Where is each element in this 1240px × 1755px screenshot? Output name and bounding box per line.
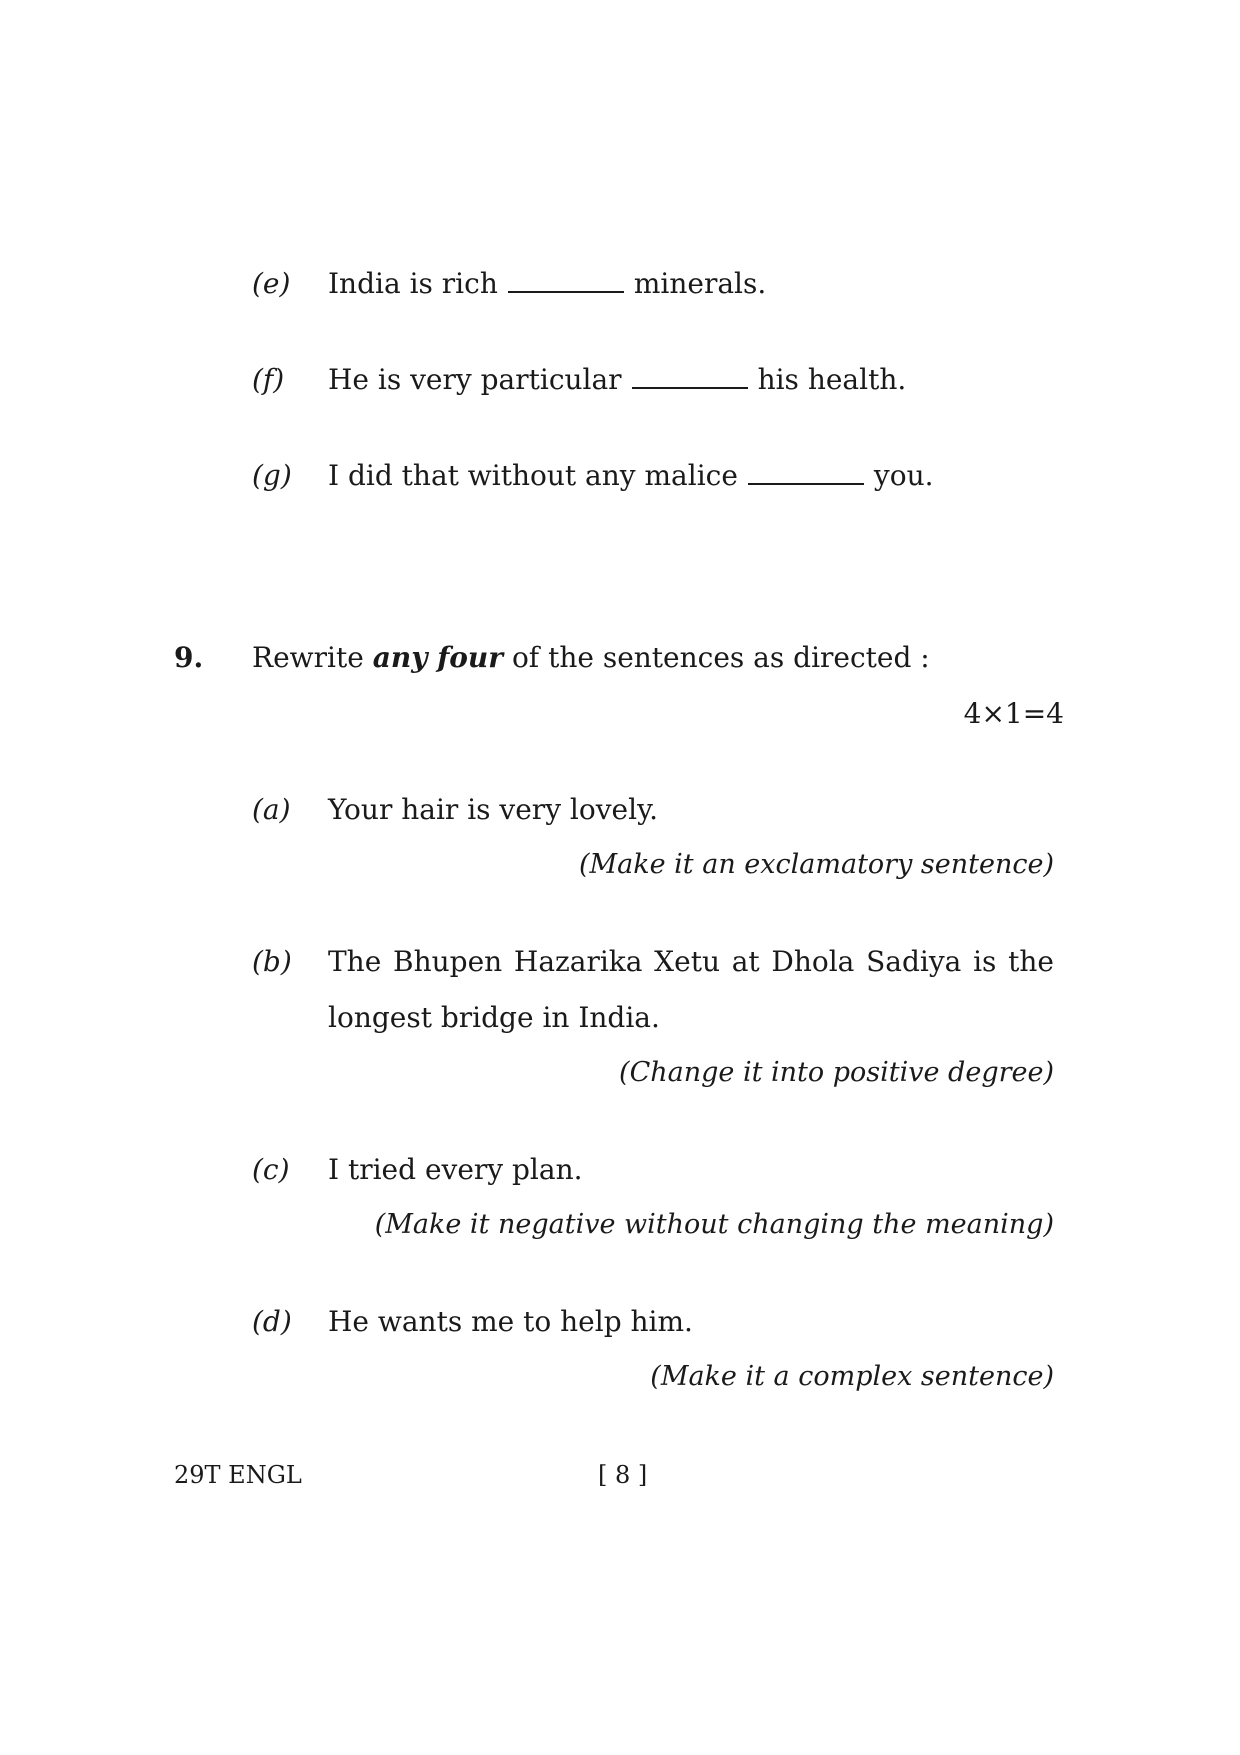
item-instruction-b: (Change it into positive degree) [619, 1057, 1054, 1088]
blank-item-e [252, 266, 290, 302]
blank-item-f [252, 362, 284, 398]
item-label: (e) [252, 267, 291, 300]
question-prompt [252, 640, 930, 676]
answer-blank [748, 465, 864, 485]
prompt-emphasis: any four [372, 641, 504, 674]
prompt-suffix: of the sentences as directed : [511, 641, 930, 674]
item-instruction-a: (Make it an exclamatory sentence) [578, 849, 1054, 880]
item-instruction-c: (Make it negative without changing the meaning) [374, 1209, 1054, 1240]
page-number: [ 8 ] [598, 1461, 648, 1489]
item-text-a: Your hair is very lovely. [328, 793, 659, 826]
answer-blank [508, 273, 624, 293]
answer-blank [632, 369, 748, 389]
sentence-before: I did that without any malice [328, 459, 738, 492]
item-label-c: (c) [252, 1153, 290, 1186]
paper-code: 29T ENGL [174, 1461, 302, 1489]
blank-item-f-text [328, 362, 906, 398]
sentence-after: minerals. [633, 267, 767, 300]
marks-allocation: 4×1=4 [963, 697, 1064, 730]
blank-item-e-text [328, 266, 766, 302]
item-text-b-line1: The Bhupen Hazarika Xetu at Dhola Sadiya is the [328, 945, 1054, 978]
blank-item-g [252, 458, 292, 494]
question-number: 9. [174, 641, 204, 674]
sentence-before: He is very particular [328, 363, 622, 396]
item-text-c: I tried every plan. [328, 1153, 583, 1186]
blank-item-g-text [328, 458, 934, 494]
sentence-after: his health. [757, 363, 907, 396]
item-label-d: (d) [252, 1305, 292, 1338]
item-label: (g) [252, 459, 292, 492]
item-text-b-line2: longest bridge in India. [328, 1001, 660, 1034]
item-instruction-d: (Make it a complex sentence) [650, 1361, 1054, 1392]
item-label: (f) [252, 363, 285, 396]
item-label-a: (a) [252, 793, 291, 826]
prompt-prefix: Rewrite [252, 641, 364, 674]
sentence-before: India is rich [328, 267, 498, 300]
sentence-after: you. [873, 459, 934, 492]
item-label-b: (b) [252, 945, 292, 978]
item-text-d: He wants me to help him. [328, 1305, 693, 1338]
